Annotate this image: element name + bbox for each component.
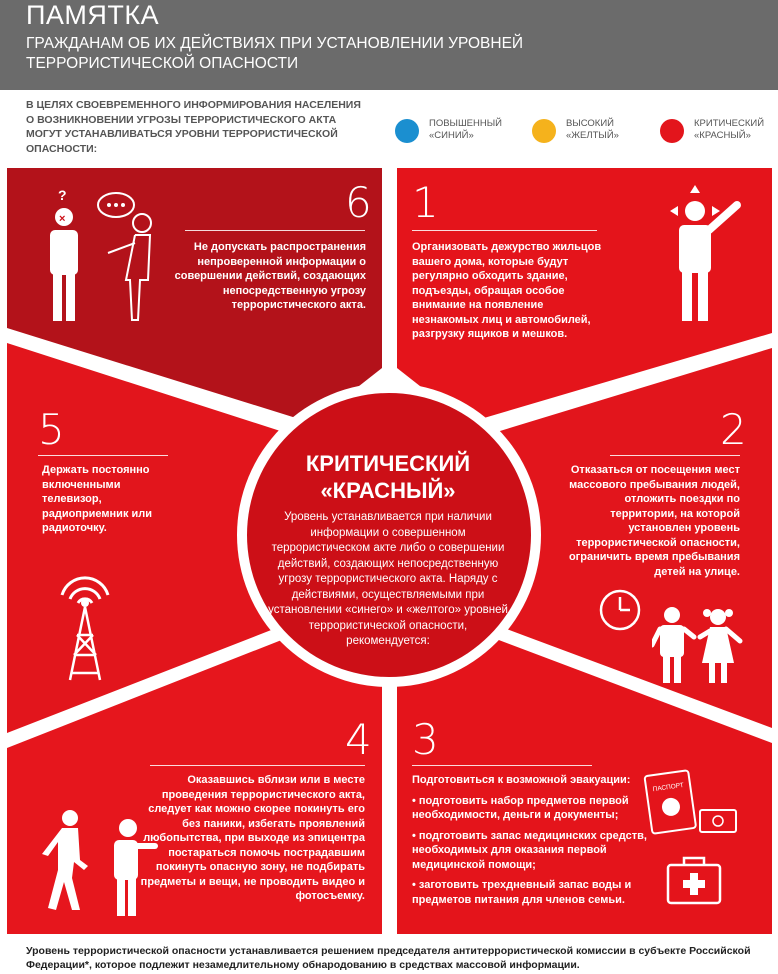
svg-text:×: × [59,213,66,225]
yellow-dot-icon [532,119,556,143]
radio-tower-icon [50,565,120,685]
panel-4-text: Оказавшись вблизи или в месте проведения террористического акта, следует как можно скорее покинуть его без паники, избегать проявлений любопытства, при выходе из эпицентра постараться помочь пострадавшим покинуть опасную зону, не подбирать предметы и вещи, не проводить видео и фотосъемку. [140,774,365,902]
legend-item-blue [395,118,513,143]
header-banner [0,0,778,90]
panel-5-number: 5 [38,405,65,454]
panel-6-number: 6 [345,178,372,227]
gossip-icon [38,185,163,325]
panel-3-intro: Подготовиться к возможной эвакуации: [412,774,631,786]
panel-3-item-1: • подготовить набор предметов первой необходимости, деньги и документы; [412,794,629,821]
blue-dot-icon [395,119,419,143]
panel-6-divider [185,230,365,231]
panel-3-number: 3 [412,715,439,764]
page-title: ПАМЯТКА [26,0,160,30]
panel-1-number: 1 [412,178,439,227]
legend-item-red [660,118,778,143]
legend-item-yellow [532,118,650,143]
panel-4-number: 4 [345,715,372,764]
panel-1-divider [412,230,597,231]
person-alert-icon [665,185,745,325]
panel-3-divider [412,765,592,766]
center-title: КРИТИЧЕСКИЙ «КРАСНЫЙ» [305,451,471,503]
panel-2-text: Отказаться от посещения мест массового пребывания людей, отложить поездки по территории, на которой установлен уровень террористической опасности, ограничить время пребывания детей на улице. [568,464,740,578]
panel-2-divider [610,455,740,456]
legend-label-blue: ПОВЫШЕННЫЙ «СИНИЙ» [429,118,502,141]
panel-1-text: Организовать дежурство жильцов вашего дома, которые будут регулярно обходить здание, подъезды, обращая особое внимание на появление незнакомых лиц и автомобилей, разгрузку ящиков и мешков. [412,241,602,340]
panel-3-list [412,773,657,907]
svg-text:?: ? [58,187,67,203]
panel-5-text: Держать постоянно включенными телевизор, радиоприемник или радиоточку. [42,464,153,534]
panel-5-divider [38,455,168,456]
clock-icon [598,588,643,633]
center-text: Уровень устанавливается при наличии информации о совершенном террористическом акте либо о совершении действий, создающих непосредственную угрозу террористического акта. Наряду с действиями, осуществляемыми при установлении «синего» и «желтого» уровней террористической опасности, рекомендуется: [268,511,508,647]
panel-2-number: 2 [720,405,747,454]
passport-icon [640,765,750,925]
legend-label-red: КРИТИЧЕСКИЙ «КРАСНЫЙ» [694,118,765,141]
panel-3-item-2: • подготовить запас медицинских средств, необходимых для оказания первой медицинской помощи; [412,829,647,871]
footer-note: Уровень террористической опасности устанавливается решением председателя антитеррористической комиссии в субъекте Российской Федерации*, которое подлежит незамедлительному обнародованию в средствах массовой информации. [26,945,751,971]
panel-6-text: Не допускать распространения непроверенной информации о совершении действий, создающих непосредственную угрозу террористического акта. [174,241,366,311]
evacuation-icon [40,810,160,920]
intro-text: В ЦЕЛЯХ СВОЕВРЕМЕННОГО ИНФОРМИРОВАНИЯ НАСЕЛЕНИЯ О ВОЗНИКНОВЕНИИ УГРОЗЫ ТЕРРОРИСТИЧЕСКОГО АКТА МОГУТ УСТАНАВЛИВАТЬСЯ УРОВНИ ТЕРРОРИСТИЧЕСКОЙ ОПАСНОСТИ: [26,99,361,155]
page-subtitle: ГРАЖДАНАМ ОБ ИХ ДЕЙСТВИЯХ ПРИ УСТАНОВЛЕНИИ УРОВНЕЙ ТЕРРОРИСТИЧЕСКОЙ ОПАСНОСТИ [26,35,524,72]
passport-label: ПАСПОРТ [652,781,685,794]
panel-4-divider [150,765,365,766]
children-icon [652,605,744,685]
panel-3-item-3: • заготовить трехдневный запас воды и предметов питания для членов семьи. [412,879,632,906]
red-dot-icon [660,119,684,143]
legend-label-yellow: ВЫСОКИЙ «ЖЕЛТЫЙ» [566,118,619,141]
